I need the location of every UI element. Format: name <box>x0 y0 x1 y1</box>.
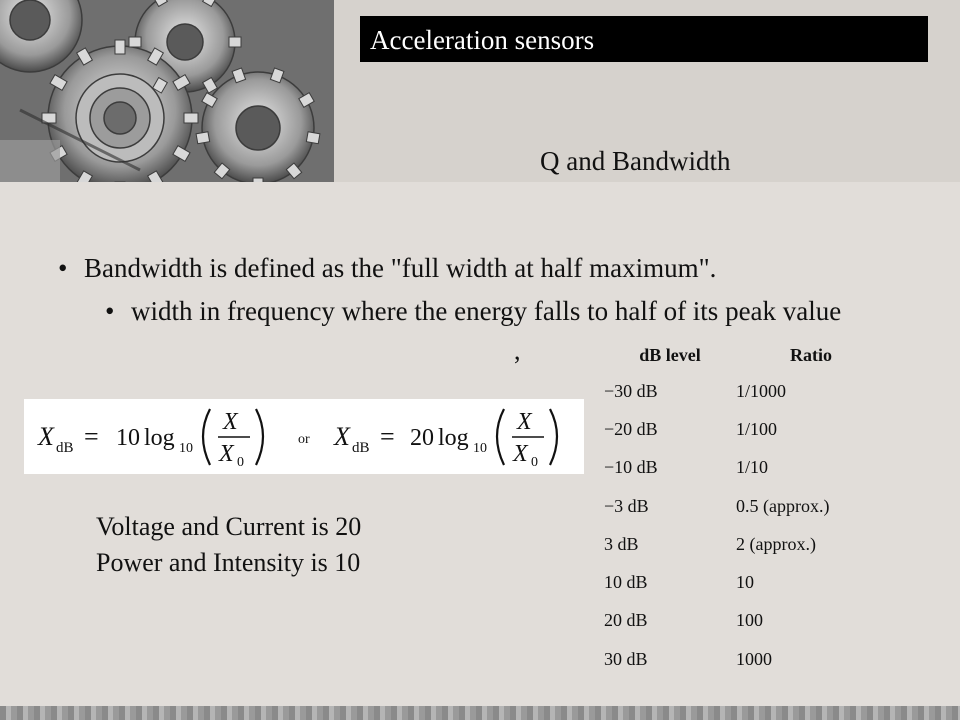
formula-left-coefficient: 10 <box>116 425 140 451</box>
formula-right-symbol: X <box>334 422 350 451</box>
stray-comma: , <box>514 336 521 365</box>
cell-db: 3 dB <box>604 533 639 554</box>
formula-left-den: X <box>219 441 234 467</box>
cell-db: 10 dB <box>604 572 648 593</box>
formula-left-base: 10 <box>179 441 193 456</box>
bullet-main <box>58 253 716 284</box>
note-voltage-current: Voltage and Current is 20 <box>96 512 362 541</box>
table-row <box>596 487 914 525</box>
formula-left-num: X <box>223 409 238 435</box>
cell-db: −10 dB <box>604 457 658 478</box>
cell-db: −30 dB <box>604 380 658 401</box>
table-row <box>596 449 914 487</box>
table-row <box>596 640 914 678</box>
formula-right-den: X <box>513 441 528 467</box>
cell-db: 30 dB <box>604 648 648 669</box>
cell-ratio: 1/1000 <box>736 380 787 401</box>
cell-ratio: 1000 <box>736 648 772 669</box>
table-row <box>596 410 914 448</box>
gears-icon <box>0 0 334 182</box>
bullet-sub-text: width in frequency where the energy falls to half of its peak value <box>131 296 842 326</box>
formula-left-symbol: X <box>38 422 54 451</box>
cell-ratio: 0.5 (approx.) <box>736 495 830 516</box>
svg-text:log: log <box>144 425 175 451</box>
formula-right-base: 10 <box>473 441 487 456</box>
cell-ratio: 1/100 <box>736 418 778 439</box>
svg-text:=: = <box>84 422 99 451</box>
exponent-note <box>96 509 361 581</box>
formula-connector: or <box>298 432 310 447</box>
formula-left-den-sub: 0 <box>237 455 244 470</box>
slide-title: Acceleration sensors <box>360 16 928 62</box>
table-row <box>596 563 914 601</box>
table-row <box>596 372 914 410</box>
table-row <box>596 602 914 640</box>
db-ratio-table <box>596 338 914 678</box>
formula-right-coefficient: 20 <box>410 425 434 451</box>
bottom-decorative-strip <box>0 706 960 720</box>
svg-text:=: = <box>380 422 395 451</box>
formula-right-den-sub: 0 <box>531 455 538 470</box>
cell-ratio: 2 (approx.) <box>736 533 816 554</box>
cell-db: −3 dB <box>604 495 649 516</box>
formula-left-subscript: dB <box>56 440 74 456</box>
gear-mechanism-image <box>0 0 334 182</box>
cell-ratio: 10 <box>736 572 754 593</box>
note-power-intensity: Power and Intensity is 10 <box>96 548 361 577</box>
table-row <box>596 525 914 563</box>
bullet-sub <box>105 292 905 331</box>
header-db-level: dB level <box>639 344 701 365</box>
cell-ratio: 100 <box>736 610 763 631</box>
svg-text:log: log <box>438 425 469 451</box>
bullet-icon: • <box>58 253 68 283</box>
bullet-main-text: Bandwidth is defined as the "full width at half maximum". <box>84 253 717 283</box>
cell-ratio: 1/10 <box>736 457 769 478</box>
cell-db: 20 dB <box>604 610 648 631</box>
cell-db: −20 dB <box>604 418 658 439</box>
decibel-formula <box>24 399 584 474</box>
slide-subtitle: Q and Bandwidth <box>540 146 731 176</box>
table-header-row <box>596 338 914 372</box>
bullet-icon: • <box>105 296 115 326</box>
formula-right-subscript: dB <box>352 440 370 456</box>
formula-right-num: X <box>517 409 532 435</box>
header-ratio: Ratio <box>790 344 832 365</box>
